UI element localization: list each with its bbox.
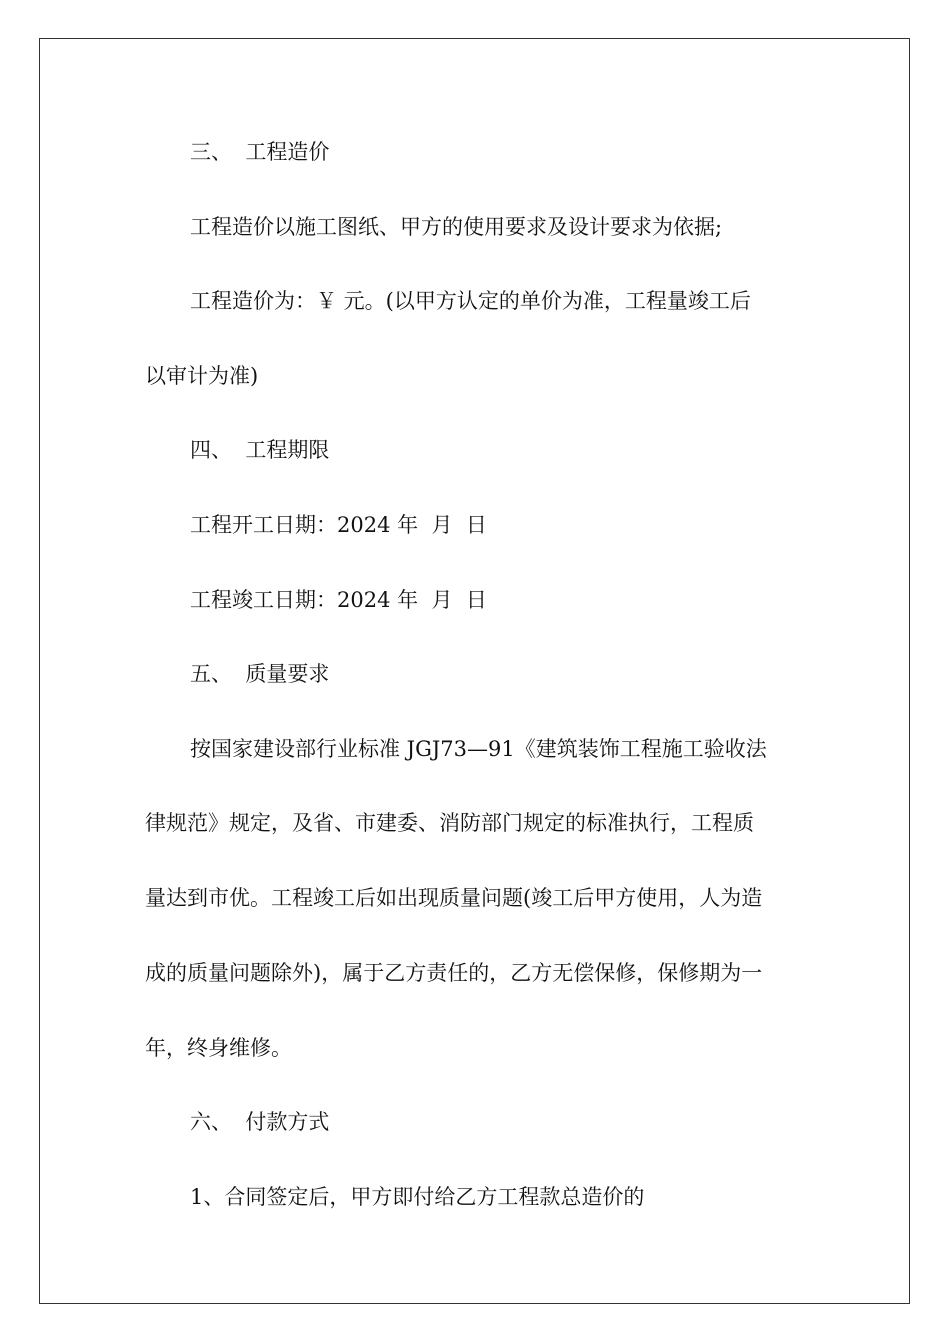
section-heading-payment: 六、 付款方式 [190, 1110, 330, 1134]
quality-text-line: 成的质量问题除外)，属于乙方责任的，乙方无偿保修，保修期为一 [145, 961, 763, 985]
section-heading-period: 四、 工程期限 [190, 438, 330, 462]
quality-text-line: 量达到市优。工程竣工后如出现质量问题(竣工后甲方使用，人为造 [145, 886, 763, 910]
section-heading-cost: 三、 工程造价 [190, 140, 330, 164]
quality-text-line: 年，终身维修。 [145, 1036, 292, 1060]
completion-date: 工程竣工日期：2024 年 月 日 [190, 588, 487, 612]
quality-text-line: 按国家建设部行业标准 JGJ73—91《建筑装饰工程施工验收法 [190, 737, 767, 761]
paragraph-cost-amount-cont: 以审计为准) [145, 364, 259, 388]
section-heading-quality: 五、 质量要求 [190, 662, 330, 686]
payment-item-1: 1、合同签定后，甲方即付给乙方工程款总造价的 [190, 1185, 645, 1209]
paragraph-cost-amount: 工程造价为：￥ 元。(以甲方认定的单价为准，工程量竣工后 [190, 289, 751, 313]
start-date: 工程开工日期：2024 年 月 日 [190, 513, 487, 537]
paragraph-cost-basis: 工程造价以施工图纸、甲方的使用要求及设计要求为依据; [190, 215, 723, 239]
quality-text-line: 律规范》规定，及省、市建委、消防部门规定的标准执行，工程质 [145, 811, 754, 835]
